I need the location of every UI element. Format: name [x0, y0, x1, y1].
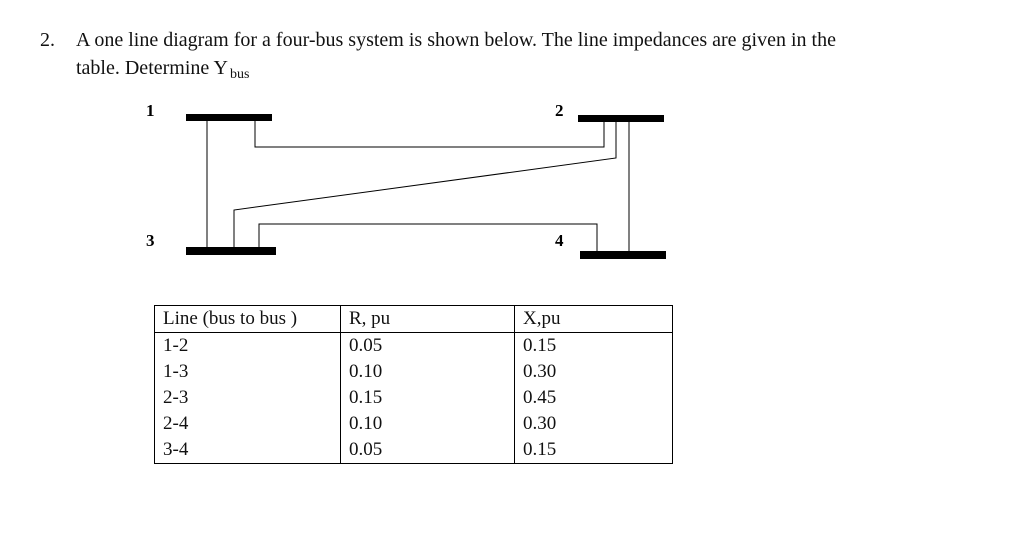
table-row [155, 333, 673, 360]
question-line-2-text: table. Determine Y [76, 57, 228, 79]
table-row [155, 385, 673, 411]
cell-line: 1-3 [155, 359, 341, 385]
cell-x: 0.15 [515, 333, 673, 360]
bus-4-bar [580, 251, 666, 259]
cell-r: 0.10 [341, 359, 515, 385]
bus-1-bar [186, 114, 272, 121]
header-line: Line (bus to bus ) [155, 306, 341, 333]
ybus-subscript: bus [229, 67, 250, 82]
header-x: X,pu [515, 306, 673, 333]
cell-r: 0.05 [341, 333, 515, 360]
cell-x: 0.15 [515, 437, 673, 464]
cell-r: 0.15 [341, 385, 515, 411]
bus-3-label: 3 [146, 231, 155, 250]
bus-2-label: 2 [555, 101, 564, 120]
line-1-2 [255, 121, 604, 147]
bus-4-label: 4 [555, 231, 564, 250]
bus-1-label: 1 [146, 101, 155, 120]
table-row [155, 437, 673, 464]
cell-line: 1-2 [155, 333, 341, 360]
bus-3-bar [186, 247, 276, 255]
cell-x: 0.30 [515, 411, 673, 437]
cell-x: 0.30 [515, 359, 673, 385]
table-row [155, 411, 673, 437]
table-row [155, 359, 673, 385]
question-number: 2. [40, 29, 55, 51]
impedance-table [154, 305, 673, 464]
question-line-1: A one line diagram for a four-bus system is shown below. The line impedances are given in the [76, 29, 836, 51]
table-header-row [155, 306, 673, 333]
cell-line: 3-4 [155, 437, 341, 464]
cell-line: 2-3 [155, 385, 341, 411]
cell-x: 0.45 [515, 385, 673, 411]
header-r: R, pu [341, 306, 515, 333]
cell-r: 0.10 [341, 411, 515, 437]
cell-line: 2-4 [155, 411, 341, 437]
bus-2-bar [578, 115, 664, 122]
cell-r: 0.05 [341, 437, 515, 464]
line-2-3 [234, 122, 616, 247]
line-3-4 [259, 224, 597, 251]
